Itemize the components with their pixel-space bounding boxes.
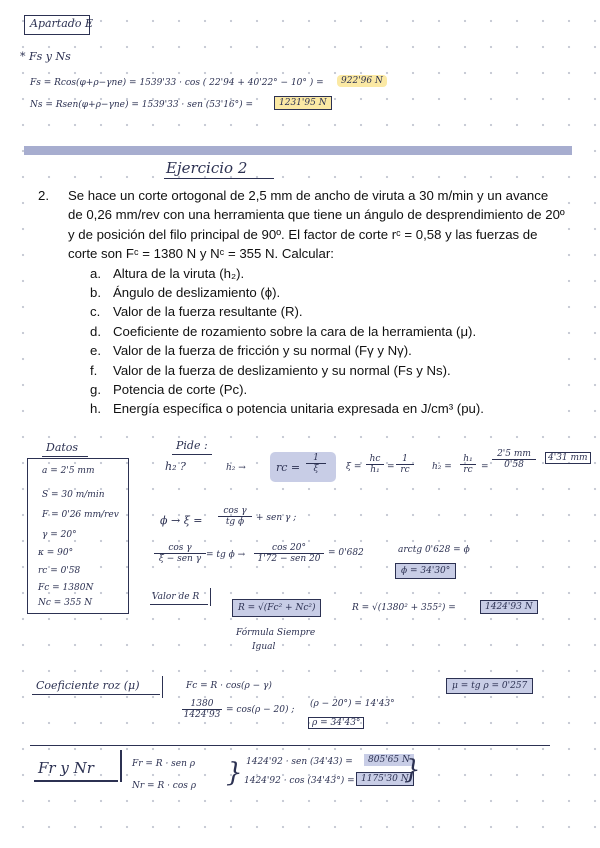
apartado-heading: Apartado E	[30, 17, 93, 30]
fn-eq1: Fr = R · sen ρ	[132, 759, 196, 769]
phi-line1b: + sen γ ;	[256, 513, 297, 523]
pide-underline	[172, 454, 212, 455]
dato-a: a = 2'5 mm	[42, 466, 95, 476]
r-result: 1424'93 N	[480, 600, 538, 614]
exercise-title: Ejercicio 2	[166, 159, 248, 177]
fn-label-side	[120, 750, 122, 782]
fn-top-line	[30, 745, 550, 746]
phi-line1-fraction: $\frac{\text{cos γ}}{\text{tg ϕ}}$	[218, 506, 252, 527]
xi-fraction-1: $\frac{hc}{\text{h₁}}$	[366, 454, 384, 475]
dato-gamma: γ = 20°	[42, 530, 77, 540]
problem-statement	[38, 186, 566, 419]
dato-f: F = 0'26 mm/rev	[42, 510, 119, 520]
h2-fraction-1: $\frac{\text{h₁}}{rc}$	[460, 454, 476, 475]
dato-kappa: κ = 90°	[38, 548, 74, 558]
h2-arrow: h₂ →	[226, 463, 246, 473]
dato-s: S = 30 m/min	[42, 490, 105, 500]
h2-result: 4'31 mm	[545, 452, 591, 464]
r-note-1: Fórmula Siempre	[236, 628, 316, 638]
question-item: b. Ángulo de deslizamiento (ϕ).	[90, 285, 281, 301]
mu-label-side	[162, 676, 163, 698]
question-item: e. Valor de la fuerza de fricción y su normal (Fγ y Nγ).	[90, 343, 412, 359]
pide-title: Pide :	[176, 439, 208, 452]
fs-result: 922'96 N	[337, 75, 387, 87]
exercise-title-underline	[164, 178, 274, 179]
section-divider	[24, 146, 572, 155]
h2-eq: h₂ =	[432, 462, 452, 472]
datos-title: Datos	[46, 441, 79, 454]
ns-equation: Ns = Rsen(φ+ρ−γne) = 1539'33 · sen (53'16°) =	[30, 100, 254, 110]
mu-frac-rest: = cos(ρ − 20) ;	[226, 705, 295, 715]
phi-fraction-1: cos γ ξ − sen γ	[154, 543, 206, 564]
fn-label-underline	[34, 780, 118, 782]
phi-mid: = tg ϕ →	[206, 550, 246, 560]
question-item: d. Coeficiente de rozamiento sobre la cara de la herramienta (μ).	[90, 323, 477, 339]
h2-question: h₂ ?	[165, 460, 186, 473]
fn-calc1: 1424'92 · sen (34'43) =	[246, 757, 353, 767]
r-label: Valor de R	[152, 592, 200, 602]
xi-fraction-2: $\frac{1}{rc}$	[396, 454, 414, 475]
question-item: g. Potencia de corte (Pc).	[90, 382, 248, 398]
rc-eq: rc =	[276, 461, 301, 474]
xi-eq: ξ =	[346, 462, 362, 472]
fn-brace-right: }	[404, 755, 421, 785]
dato-fc: Fc = 1380N	[38, 583, 94, 593]
fn-result-1: 805'65 N	[364, 754, 414, 766]
phi-fraction-2: cos 20° 1'72 − sen 20	[254, 543, 324, 564]
question-list	[38, 264, 566, 419]
r-formula: R = √(Fc² + Nc²)	[232, 599, 321, 617]
question-item: h. Energía específica o potencia unitaria expresada en J/cm³ (pu).	[90, 401, 484, 417]
question-item: a. Altura de la viruta (h₂).	[90, 265, 245, 281]
r-label-underline	[150, 604, 208, 605]
mu-label: Coeficiente roz (μ)	[36, 679, 140, 692]
fn-eq2: Nr = R · cos ρ	[132, 781, 197, 791]
phi-result: ϕ = 34'30°	[395, 563, 456, 579]
mu-fraction: $\frac{1380}{1424'93}$	[183, 699, 221, 720]
problem-number: 2.	[38, 188, 49, 203]
dato-rc: rc = 0'58	[38, 566, 81, 576]
dato-nc: Nc = 355 N	[38, 598, 93, 608]
question-item: c. Valor de la fuerza resultante (R).	[90, 304, 303, 320]
mu-result: μ = tg ρ = 0'257	[446, 678, 533, 694]
fs-ns-subtitle: * Fs y Ns	[20, 50, 71, 63]
question-item: f. Valor de la fuerza de deslizamiento y su normal (Fs y Ns).	[90, 362, 451, 378]
fn-label: Fr y Nr	[38, 759, 94, 777]
h2-eq2: =	[481, 462, 489, 472]
h2-fraction-2: $\frac{2'5 mm}{0'58}$	[492, 449, 536, 470]
ns-result: 1231'95 N	[274, 96, 332, 110]
fn-brace: }	[226, 758, 243, 788]
mu-eq: Fc = R · cos(ρ − γ)	[186, 681, 272, 691]
phi-arctg: arctg 0'628 = ϕ	[398, 545, 470, 555]
phi-line1a: ϕ → ξ =	[160, 514, 203, 527]
r-label-side	[210, 588, 211, 606]
r-calc: R = √(1380² + 355²) =	[352, 603, 456, 613]
fn-result-2: 1175'30 N	[356, 772, 414, 786]
r-note-2: Igual	[252, 642, 276, 652]
fn-calc2: 1424'92 · cos (34'43°) =	[244, 776, 355, 786]
rho-2: ρ = 34'43°	[308, 717, 364, 729]
rc-fraction: $\frac{1}{\xi}$	[306, 453, 326, 474]
problem-text: Se hace un corte ortogonal de 2,5 mm de ancho de viruta a 30 m/min y un avance de 0,26 mm/rev con una herramienta que tiene un ángulo de desprendimiento de 20º y de posición del filo principal de 90º. El factor de corte rᶜ = 0,58 y las fuerzas de corte son Fᶜ = 1380 N y Nᶜ = 355 N. Calcular:	[68, 188, 565, 262]
mu-label-underline	[32, 694, 160, 695]
phi-eq3: = 0'682	[328, 548, 364, 558]
datos-underline	[42, 456, 88, 457]
fs-equation: Fs = Rcos(φ+ρ−γne) = 1539'33 · cos ( 22'94 + 40'22° − 10° ) =	[30, 78, 324, 88]
xi-eq2: =	[387, 462, 395, 472]
rho-1: (ρ − 20°) = 14'43°	[310, 699, 395, 709]
